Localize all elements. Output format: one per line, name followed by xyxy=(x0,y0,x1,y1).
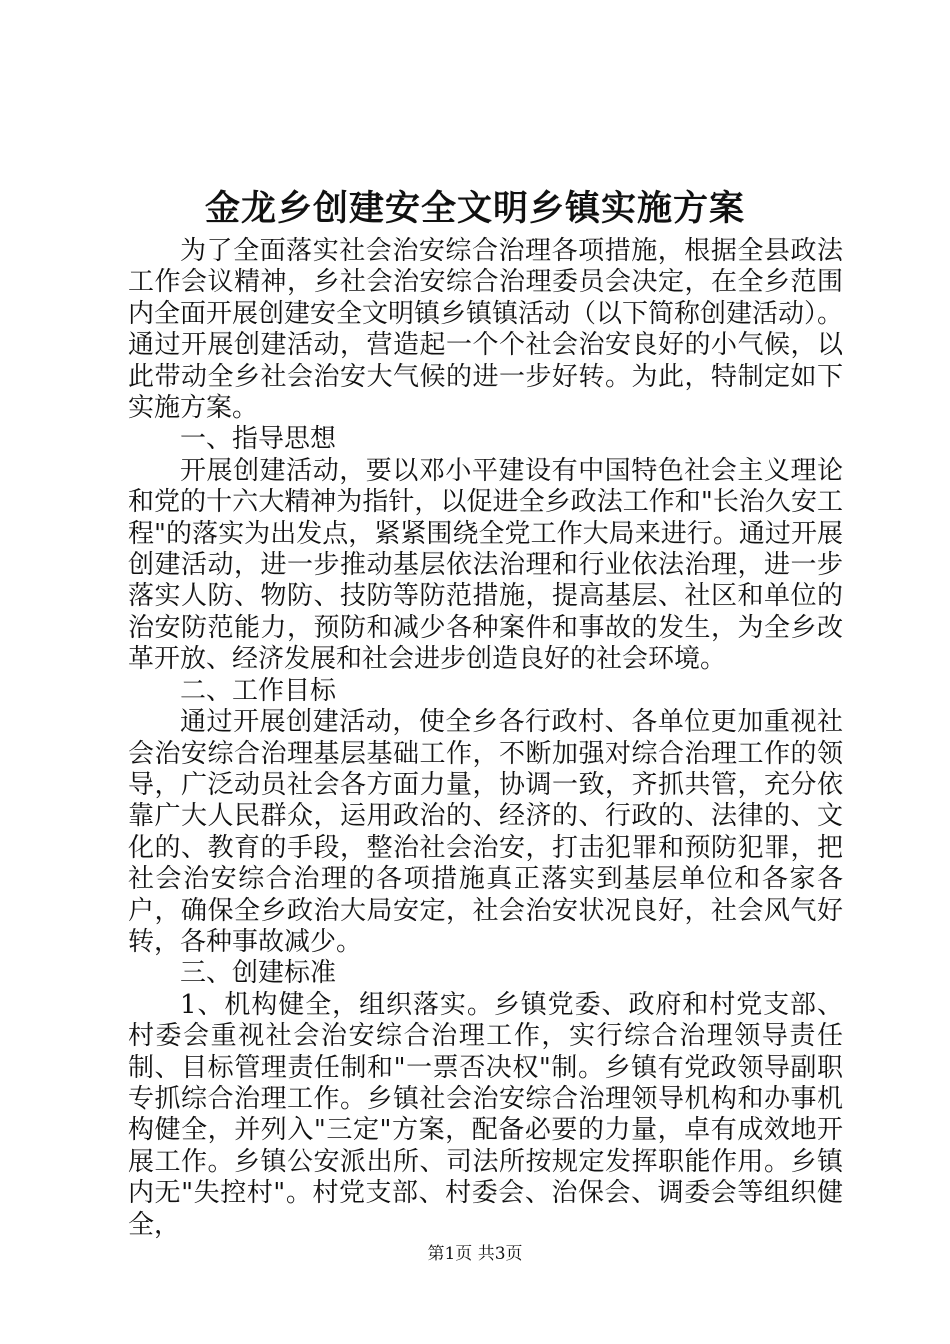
section-heading-work-goals: 二、工作目标 xyxy=(180,675,337,706)
section-paragraph-work-goals: 通过开展创建活动，使全乡各行政村、各单位更加重视社会治安综合治理基层基础工作，不断加强对综合治理工作的领导，广泛动员社会各方面力量，协调一致，齐抓共管，充分依靠广大人民群众，运用政治的、经济的、行政的、法律的、文化的、教育的手段，整治社会治安，打击犯罪和预防犯罪，把社会治安综合治理的各项措施真正落实到基层单位和各家各户，确保全乡政治大局安定，社会治安状况良好，社会风气好转，各种事故减少。 xyxy=(128,707,843,957)
section-heading-guiding-ideology: 一、指导思想 xyxy=(180,424,337,455)
document-body xyxy=(128,236,843,1241)
section-paragraph-guiding-ideology: 开展创建活动，要以邓小平建设有中国特色社会主义理论和党的十六大精神为指针，以促进全乡政法工作和"长治久安工程"的落实为出发点，紧紧围绕全党工作大局来进行。通过开展创建活动，进一步推动基层依法治理和行业依法治理，进一步落实人防、物防、技防等防范措施，提高基层、社区和单位的治安防范能力，预防和减少各种案件和事故的发生，为全乡改革开放、经济发展和社会进步创造良好的社会环境。 xyxy=(128,455,843,675)
section-heading-standards: 三、创建标准 xyxy=(180,958,337,989)
page-number-footer: 第1页 共3页 xyxy=(427,1244,523,1264)
document-title: 金龙乡创建安全文明乡镇实施方案 xyxy=(204,188,745,229)
section-paragraph-standards: 1、机构健全，组织落实。乡镇党委、政府和村党支部、村委会重视社会治安综合治理工作，实行综合治理领导责任制、目标管理责任制和"一票否决权"制。乡镇有党政领导副职专抓综合治理工作。乡镇社会治安综合治理领导机构和办事机构健全，并列入"三定"方案，配备必要的力量，卓有成效地开展工作。乡镇公安派出所、司法所按规定发挥职能作用。乡镇内无"失控村"。村党支部、村委会、治保会、调委会等组织健全， xyxy=(128,989,843,1240)
intro-paragraph: 为了全面落实社会治安综合治理各项措施，根据全县政法工作会议精神，乡社会治安综合治理委员会决定，在全乡范围内全面开展创建安全文明镇乡镇镇活动（以下简称创建活动）。通过开展创建活动，营造起一个个社会治安良好的小气候，以此带动全乡社会治安大气候的进一步好转。为此，特制定如下实施方案。 xyxy=(128,236,844,424)
